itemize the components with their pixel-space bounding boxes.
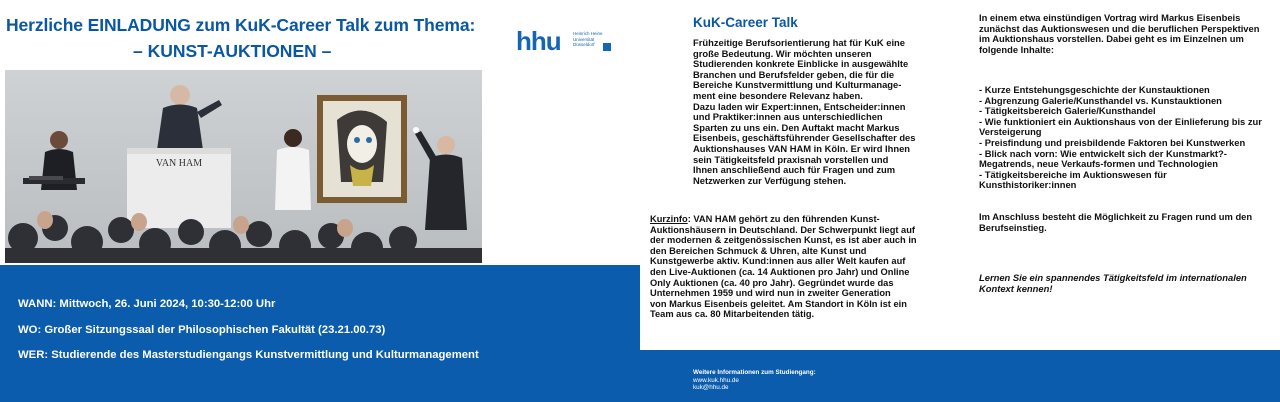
talk-description-line: In einem etwa einstündigen Vortrag wird Markus Eisenbeis <box>979 12 1241 23</box>
event-where: WO: Großer Sitzungssaal der Philosophischen Fakultät (23.21.00.73) <box>18 324 386 336</box>
intro-line: Branchen und Berufsfelder geben, die für die <box>693 68 895 80</box>
talk-description-line: zunächst das Auktionswesen und die beruflichen Perspektiven <box>979 22 1260 34</box>
kurzinfo-line: der modernen & zeitgenössischen Kunst, es ist aber auch in <box>650 235 917 246</box>
topic-item: - Abgrenzung Galerie/Kunsthandel vs. Kunstauktionen <box>979 94 1222 106</box>
email-link[interactable]: kuk@hhu.de <box>693 384 729 391</box>
closing-line: Berufseinstieg. <box>979 221 1047 233</box>
talk-description-line: folgende Inhalte: <box>979 43 1054 55</box>
kurzinfo-line: von Markus Eisenbeis geleitet. Am Standort in Köln ist ein <box>650 298 907 309</box>
talk-description-line: im Auktionshaus vorstellen. Dabei geht es im Einzelnen um <box>979 33 1244 45</box>
kurzinfo-line: den Live-Auktionen (ca. 14 Auktionen pro Jahr) und Online <box>650 266 910 277</box>
topic-item: Kunsthistoriker:innen <box>979 179 1077 191</box>
topic-item: - Wie funktioniert ein Auktionshaus von der Einlieferung bis zur <box>979 115 1262 127</box>
kurzinfo-line: Auktionshäusern in Deutschland. Der Schwerpunkt liegt auf <box>650 224 916 235</box>
intro-line: sein Tätigkeitsfeld praxisnah vorstellen und <box>693 153 889 165</box>
intro-line: und Praktiker:innen aus unterschiedlichen <box>693 111 883 123</box>
tagline-line: Lernen Sie ein spannendes Tätigkeitsfeld im internationalen <box>979 272 1247 283</box>
kurzinfo-label: Kurzinfo <box>650 214 688 224</box>
intro-line: ment eine besondere Relevanz haben. <box>693 89 863 101</box>
intro-paragraph <box>693 38 943 186</box>
intro-line: Studierenden konkrete Einblicke in ausgewählte <box>693 58 909 70</box>
intro-line: Netzwerken zur Verfügung stehen. <box>693 174 847 186</box>
kurzinfo-line: Unternehmen 1959 und wird nun in zweiter Generation <box>650 288 891 299</box>
logo-subtitle-line: Düsseldorf <box>573 42 595 47</box>
footer-band <box>640 350 1280 402</box>
logo-subtitle <box>573 31 623 48</box>
intro-line: Sparten zu uns ein. Den Auftakt macht Markus <box>693 121 900 133</box>
auction-photo <box>5 70 482 263</box>
kurzinfo-line <box>650 214 942 225</box>
website-link[interactable]: www.kuk.hhu.de <box>693 377 739 384</box>
topic-item: - Kurze Entstehungsgeschichte der Kunstauktionen <box>979 84 1210 95</box>
kurzinfo-line: den Bereichen Schmuck & Uhren, alte Kunst und <box>650 245 867 256</box>
hhu-logo <box>516 28 616 58</box>
kurzinfo-line: Kunstgewerbe aktiv. Kund:innen aus aller Welt kaufen auf <box>650 256 906 267</box>
intro-line: Eisenbeis, geschäftsführender Gesellschafter des <box>693 132 916 144</box>
topic-item: Megatrends, neue Verkaufs-formen und Technologien <box>979 158 1218 170</box>
topic-list <box>979 85 1269 191</box>
topic-item: Versteigerung <box>979 126 1042 138</box>
logo-subtitle-line: Heinrich Heine <box>573 31 603 36</box>
topic-item: - Tätigkeitsbereich Galerie/Kunsthandel <box>979 105 1156 117</box>
tagline-line: Kontext kennen! <box>979 282 1053 294</box>
logo-wordmark: hhu <box>516 26 561 56</box>
flyer-back-page <box>640 0 1280 402</box>
topic-item: - Tätigkeitsbereiche im Auktionswesen für <box>979 168 1167 180</box>
event-info-band <box>0 265 640 402</box>
logo-subtitle-line: Universität <box>573 36 595 42</box>
invitation-title: Herzliche EINLADUNG zum KuK-Career Talk zum Thema: <box>6 15 476 35</box>
podium-sign: VAN HAM <box>155 158 203 169</box>
topic-item: - Preisfindung und preisbildende Faktoren bei Kunstwerken <box>979 136 1246 148</box>
intro-line: Ihnen anschließend auch für Fragen und zum <box>693 164 896 176</box>
kurzinfo-text: : VAN HAM gehört zu den führenden Kunst- <box>687 214 880 224</box>
kurzinfo-line: Team aus ca. 80 Mitarbeitenden tätig. <box>650 309 815 320</box>
intro-line: große Bedeutung. Wir möchten unseren <box>693 47 872 59</box>
invitation-topic: – KUNST-AUKTIONEN – <box>133 41 332 61</box>
event-who: WER: Studierende des Masterstudiengangs Kunstvermittlung und Kulturmanagement <box>18 349 479 361</box>
career-talk-heading: KuK-Career Talk <box>693 15 798 30</box>
closing-line: Im Anschluss besteht die Möglichkeit zu Fragen rund um den <box>979 211 1253 222</box>
event-when: WANN: Mittwoch, 26. Juni 2024, 10:30-12:00 Uhr <box>18 298 276 310</box>
kurzinfo-line: Only Auktionen (ca. 40 pro Jahr). Gegründet wurde das <box>650 277 894 288</box>
tagline <box>979 273 1269 294</box>
intro-line: Dazu laden wir Expert:innen, Entscheider:innen <box>693 100 906 112</box>
intro-line: Auktionshauses VAN HAM in Köln. Er wird Ihnen <box>693 142 911 154</box>
closing-note <box>979 212 1269 233</box>
logo-mark-icon <box>603 43 611 51</box>
kurzinfo-paragraph <box>650 214 942 320</box>
intro-line: Frühzeitige Berufsorientierung hat für KuK eine <box>693 37 905 48</box>
talk-description <box>979 13 1269 55</box>
topic-item: - Blick nach vorn: Wie entwickelt sich der Kunstmarkt?- <box>979 147 1227 159</box>
footer-heading: Weitere Informationen zum Studiengang: <box>693 369 816 376</box>
intro-line: Bereiche Kunstvermittlung und Kulturmanage- <box>693 79 902 91</box>
